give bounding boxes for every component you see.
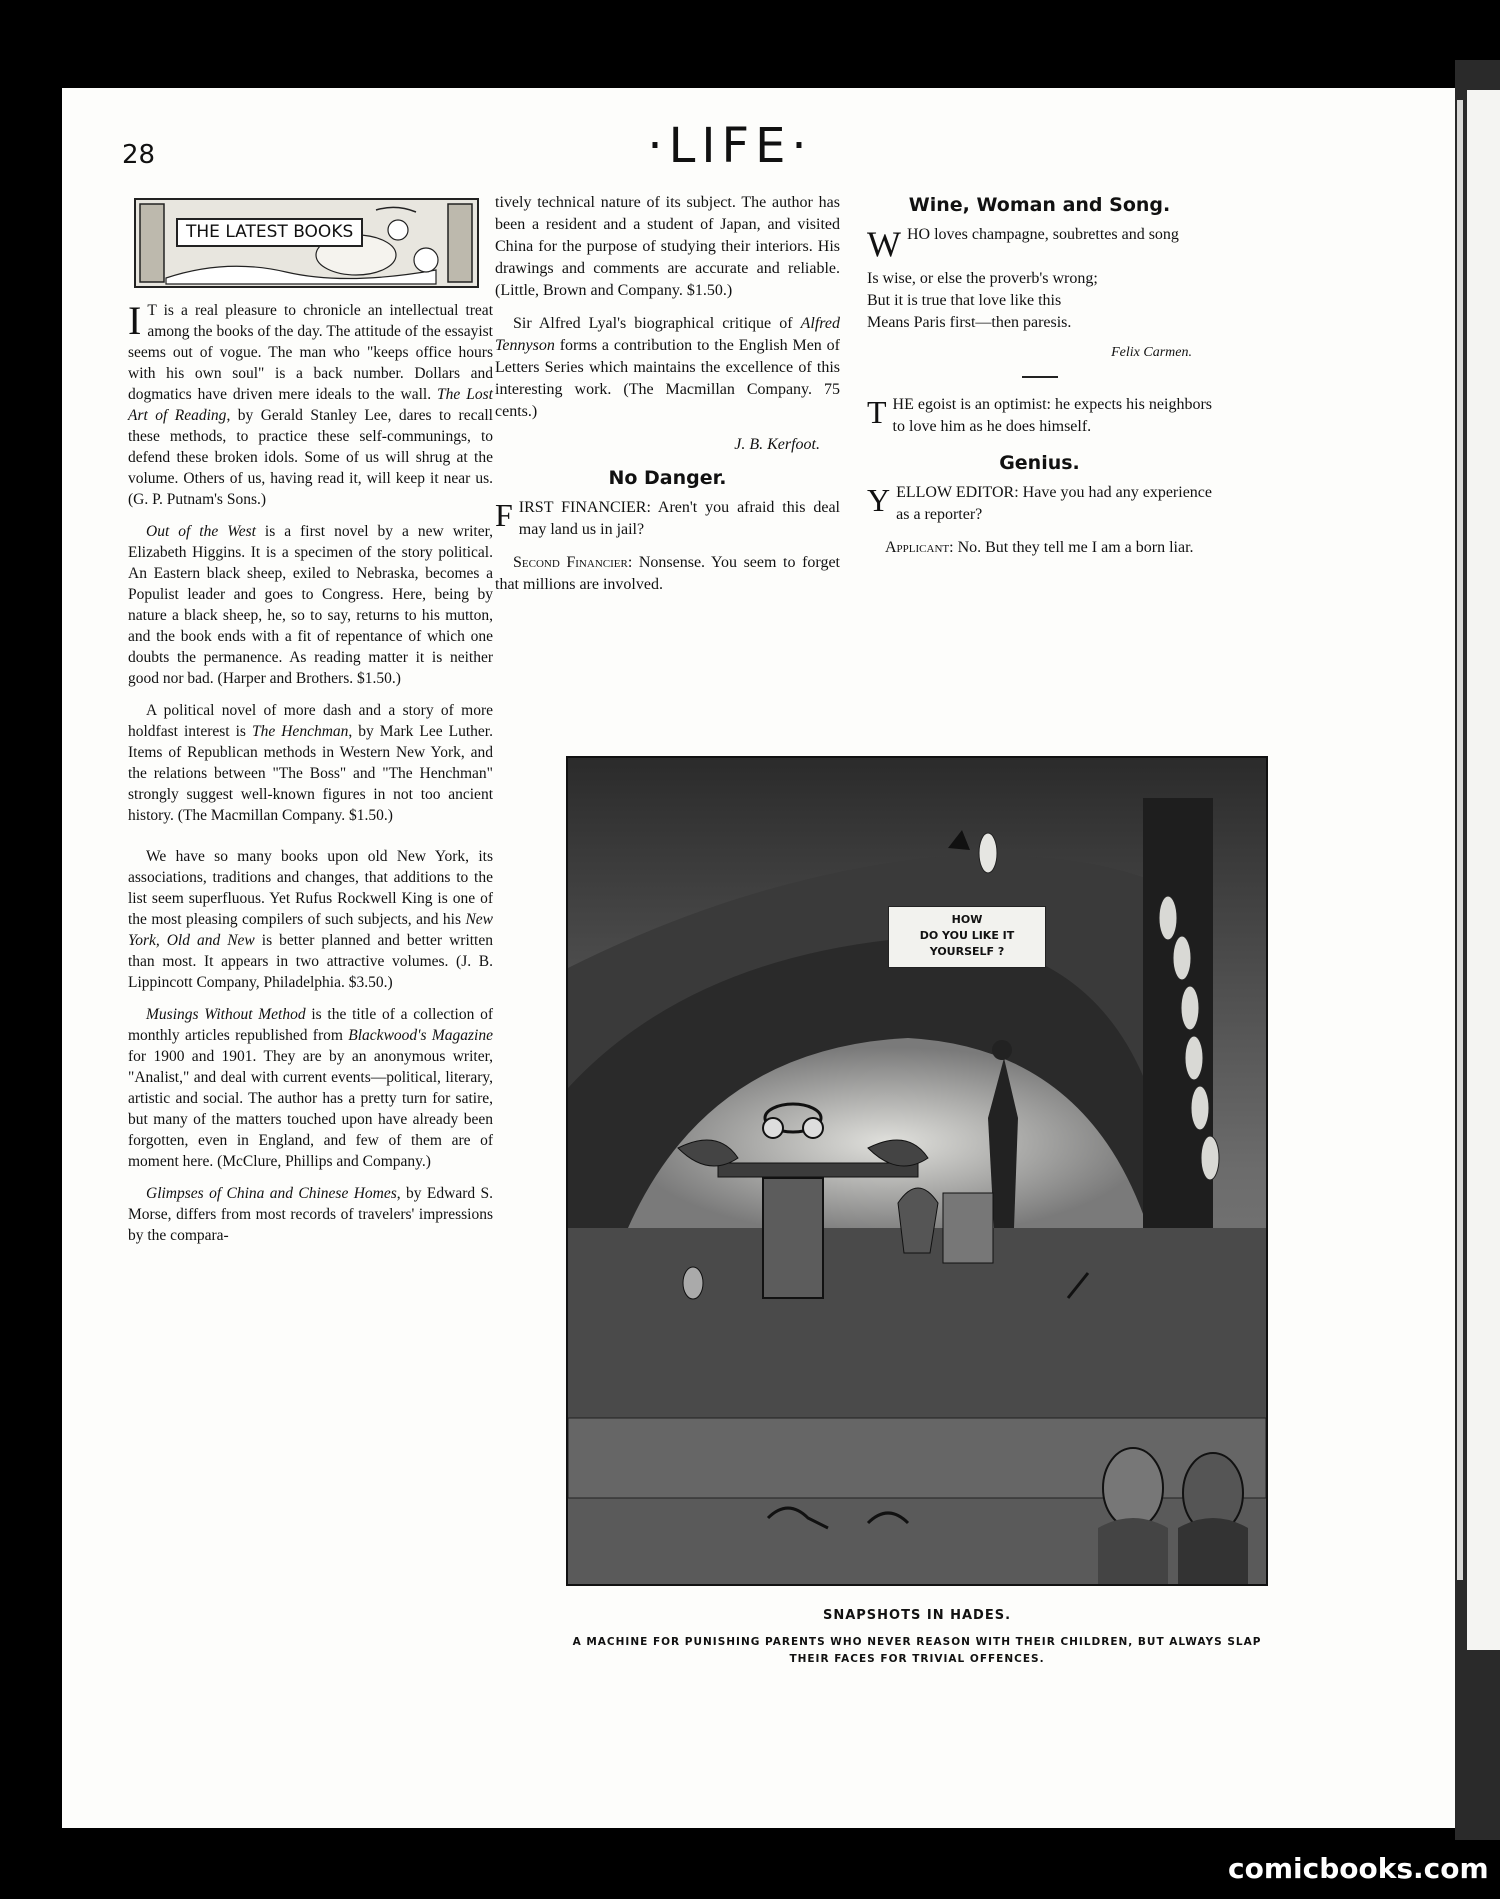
book-title: The Henchman [251,723,349,740]
drop-cap: Y [867,482,891,518]
books-paragraph: Musings Without Method is the title of a collection of monthly articles republished from Blackwood's Magazine for 1900 and 1901. They are by an anonymous writer, "Analist," and deal with current events—political, literary, artistic and social. The author has a pretty turn for satire, but many of the matters touched upon have already been forgotten, even in England, and few of them are of moment here. (McClure, Phillips and Company.) [128,1006,493,1170]
magazine-title: Blackwood's Magazine [348,1027,493,1044]
poem-line: But it is true that love like this [867,292,1062,309]
book-title: Out of the West [146,523,256,540]
banner-label: THE LATEST BOOKS [176,218,363,247]
no-danger-line-1: FIRST FINANCIER: Aren't you afraid this deal may land us in jail? [495,497,840,538]
page-number: 28 [122,140,156,170]
wine-woman-song-heading: Wine, Woman and Song. [908,194,1171,216]
genius-line-1: YELLOW EDITOR: Have you had any experience as a reporter? [867,482,1212,523]
cartoon-snapshots-in-hades [566,756,1268,1586]
no-danger-heading: No Danger. [608,467,727,489]
wine-poem [867,224,1212,334]
drop-cap: W [867,224,901,264]
books-paragraph: Glimpses of China and Chinese Homes, by Edward S. Morse, differs from most records of travelers' impressions by the compara- [128,1185,493,1244]
book-title: Glimpses of China and Chinese Homes [146,1185,397,1202]
column-middle [495,192,840,607]
divider-rule [1022,376,1058,378]
cartoon-sign: HOW DO YOU LIKE IT YOURSELF ? [888,906,1046,968]
book-title: Alfred Tennyson [495,315,840,354]
masthead-title: ·LIFE· [647,118,813,174]
column-latest-books [128,198,493,1257]
genius-line-2: Applicant: No. But they tell me I am a born liar. [885,539,1194,556]
poem-line: HO loves champagne, soubrettes and song [906,226,1179,243]
book-title: New York, Old and New [128,911,493,949]
drop-cap: T [867,394,887,430]
cartoon-caption-title: SNAPSHOTS IN HADES. [822,1608,1012,1623]
watermark: comicbooks.com [1228,1852,1489,1885]
speaker-label: Applicant: [885,539,954,556]
drop-cap: F [495,497,513,533]
books-paragraph: I T is a real pleasure to chronicle an intellectual treat among the books of the day. The attitude of the essayist seems out of vogue. The man who "keeps office hours with his own soul" is a back number. Dollars and dogmatics have driven mere ideals to the wall. The Lost Art of Reading, by Gerald Stanley Lee, dares to recall these methods, to practice these self-communings, to defend these broken idols. Some of us will shrug at the volume. Others of us, having read it, will keep it near us. (G. P. Putnam's Sons.) [128,298,493,508]
column-right [867,188,1212,570]
poem-author: Felix Carmen. [1111,345,1192,360]
cartoon-caption-text: A MACHINE FOR PUNISHING PARENTS WHO NEVER REASON WITH THEIR CHILDREN, BUT ALWAYS SLAP THEIR FACES FOR TRIVIAL OFFENCES. [572,1636,1262,1665]
poem-line: Is wise, or else the proverb's wrong; [867,270,1098,287]
no-danger-line-2: Second Financier: Nonsense. You seem to forget that millions are involved. [495,554,840,593]
reviewer-signature: J. B. Kerfoot. [734,436,820,453]
books-paragraph: Out of the West is a first novel by a new writer, Elizabeth Higgins. It is a specimen of the story political. An Eastern black sheep, exiled to Nebraska, becomes a Populist leader and goes to Congress. Here, being by nature a black sheep, he, so to say, returns to his mutton, and the book ends with a fit of repentance of which one doubts the permanence. As reading matter it is neither good nor bad. (Harper and Brothers. $1.50.) [128,523,493,687]
latest-books-banner [134,198,479,288]
book-title: Musings Without Method [146,1006,306,1023]
drop-cap: I [128,298,142,343]
books-paragraph: We have so many books upon old New York, its associations, traditions and changes, that additions to the list seem superfluous. Yet Rufus Rockwell King is one of the most pleasing compilers of such subjects, and his New York, Old and New is better planned and better written than most. It appears in two attractive volumes. (J. B. Lippincott Company, Philadelphia. $3.50.) [128,848,493,991]
speaker-label: Second Financier: [513,554,633,571]
book-title: The Lost Art of Reading [128,386,493,424]
egoist-quip: THE egoist is an optimist: he expects his neighbors to love him as he does himself. [867,394,1212,435]
cartoon-illustration [568,758,1266,1584]
poem-line: Means Paris first—then paresis. [867,314,1072,331]
books-paragraph-continued: tively technical nature of its subject. The author has been a resident and a student of Japan, and visited China for the purpose of studying their interiors. His drawings and comments are accurate and reliable. (Little, Brown and Company. $1.50.) [495,194,840,299]
books-paragraph: A political novel of more dash and a story of more holdfast interest is The Henchman, by Mark Lee Luther. Items of Republican methods in Western New York, and the relations between "The Boss" and "The Henchman" strongly suggest well-known figures in not too ancient history. (The Macmillan Company. $1.50.) [128,702,493,824]
adjacent-page-edge [1455,60,1500,1840]
books-paragraph: Sir Alfred Lyal's biographical critique of Alfred Tennyson forms a contribution to the English Men of Letters Series which maintains the excellence of this interesting work. (The Macmillan Company. 75 cents.) [495,315,840,420]
genius-heading: Genius. [999,452,1080,474]
